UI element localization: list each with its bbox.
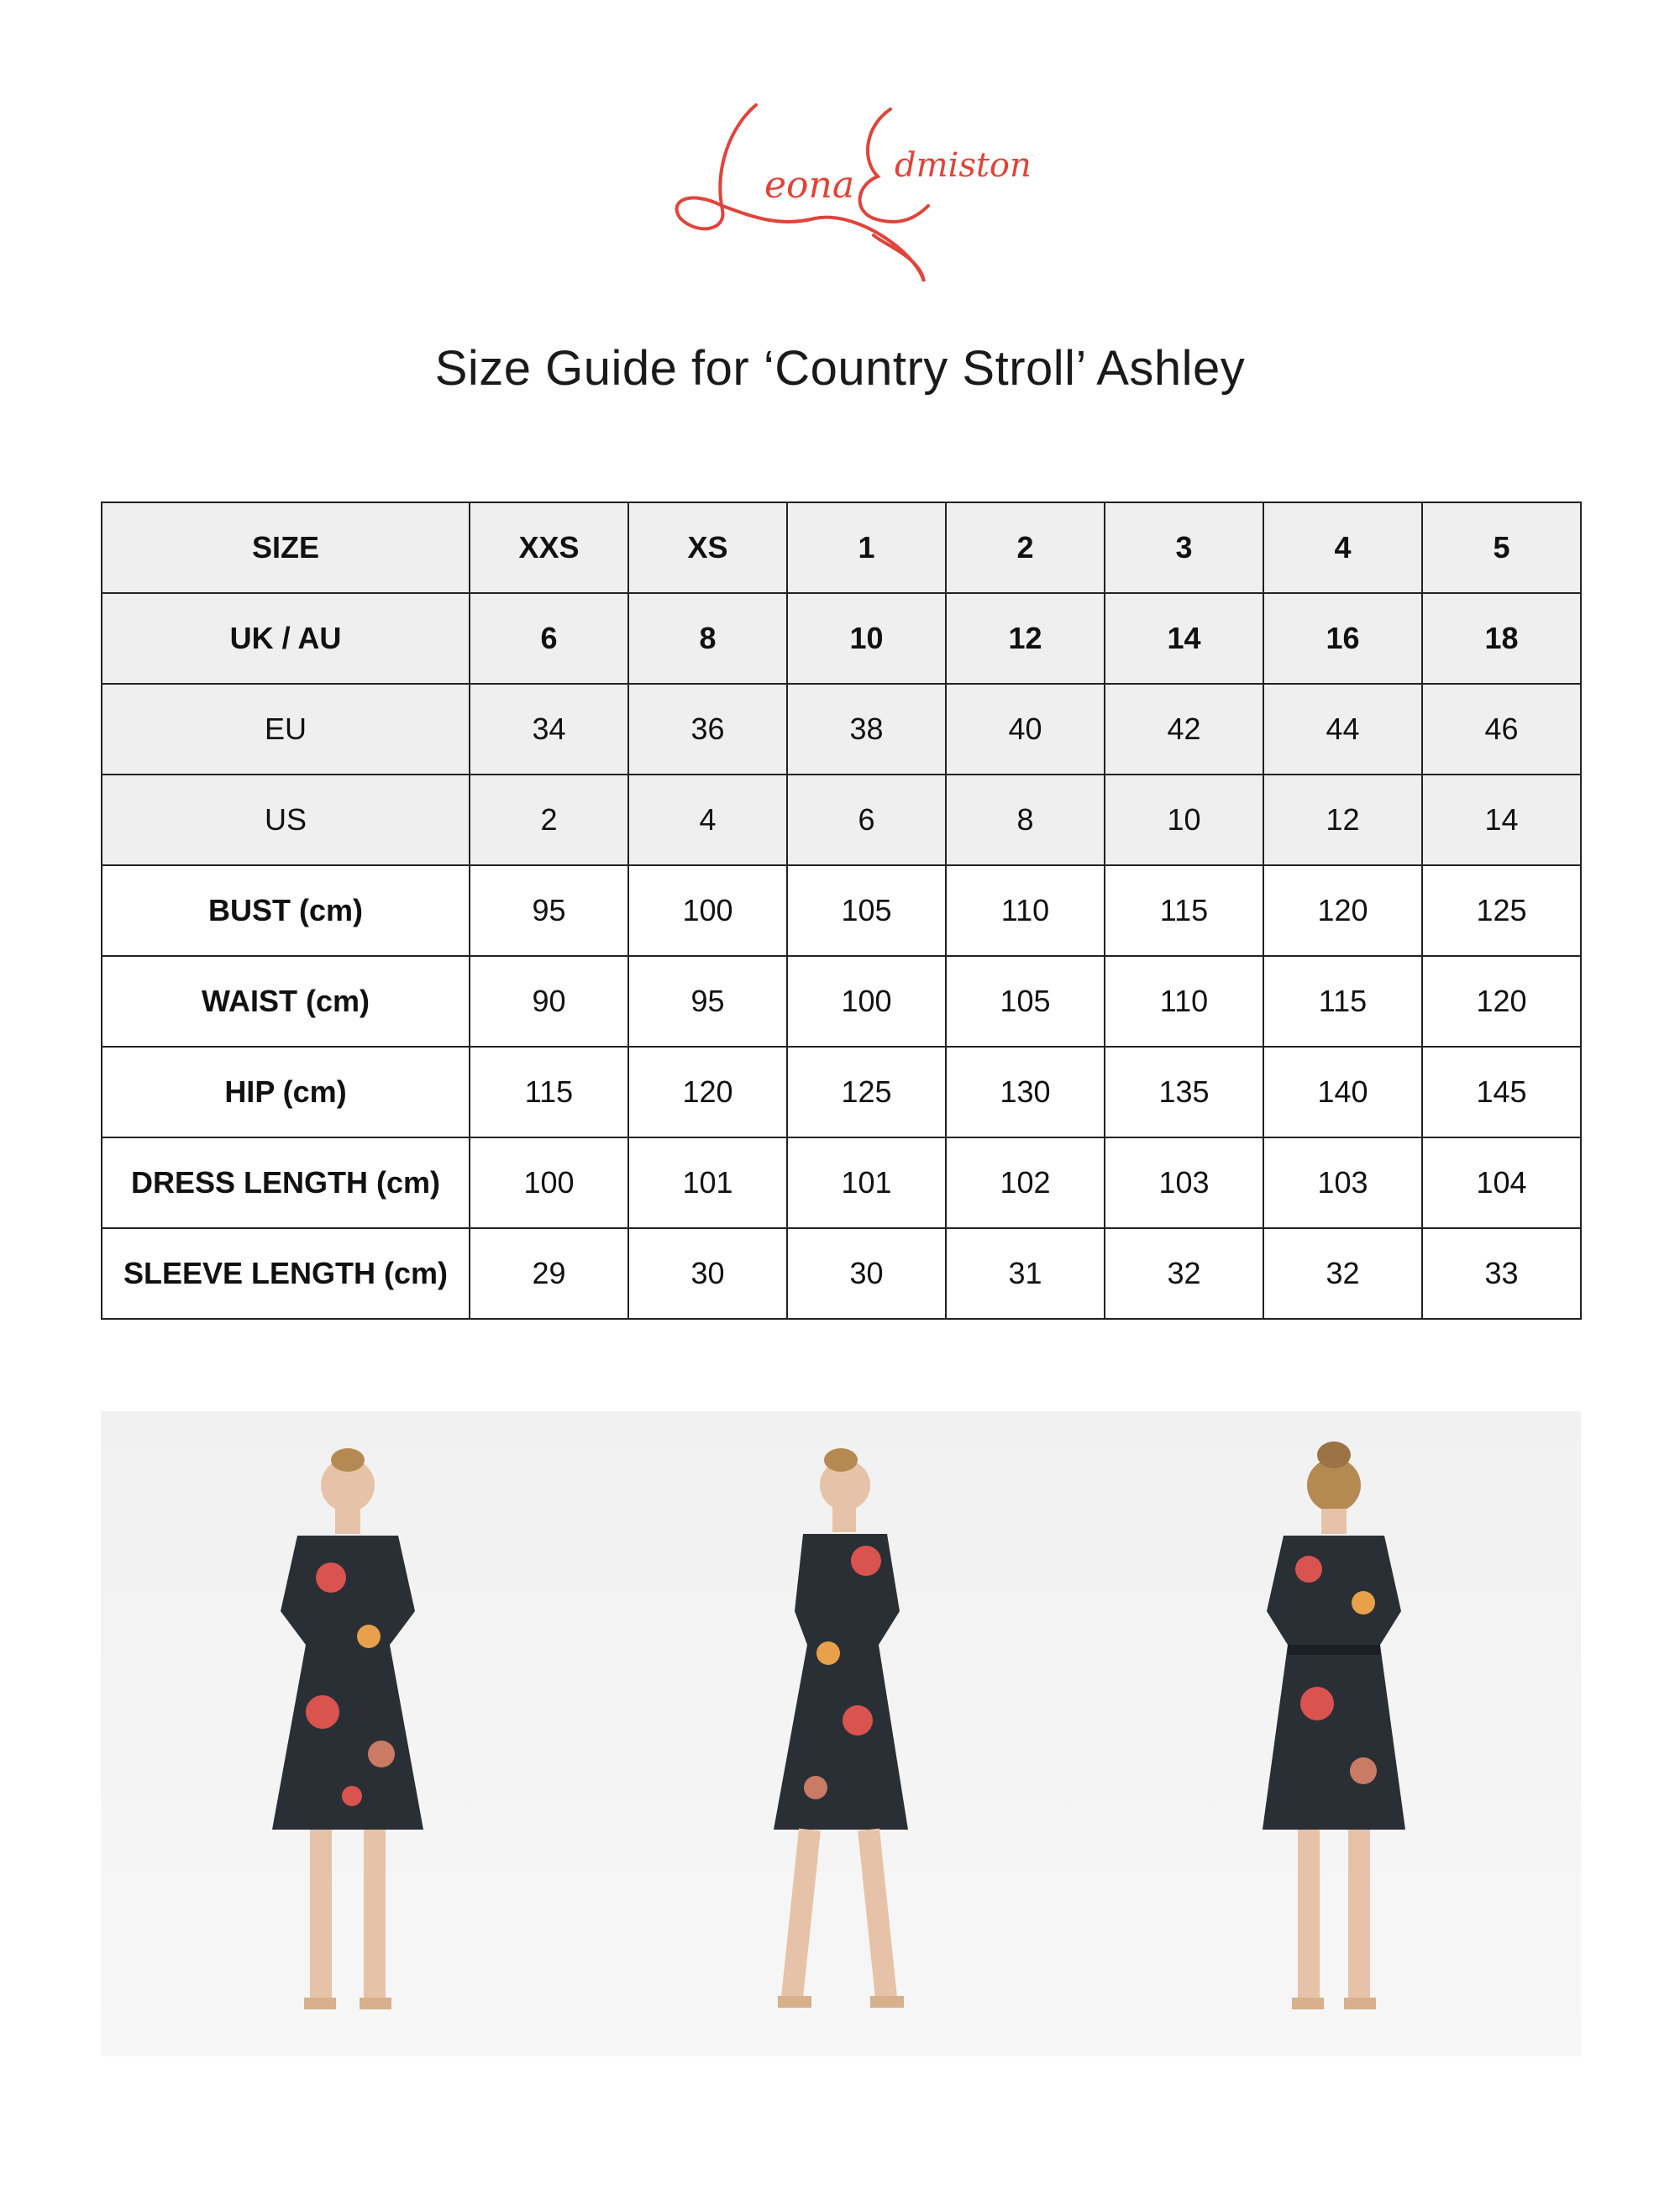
row-label: EU	[102, 684, 470, 775]
model-photo-side	[690, 1435, 992, 2040]
table-cell: 4	[628, 775, 787, 865]
table-row	[102, 684, 1581, 775]
table-cell: 31	[946, 1228, 1105, 1319]
table-cell: 103	[1263, 1137, 1422, 1228]
table-cell: XXS	[470, 502, 628, 593]
svg-text:eona: eona	[764, 164, 855, 207]
table-cell: 95	[470, 865, 628, 956]
table-cell: 125	[787, 1047, 946, 1137]
table-cell: 120	[1422, 956, 1581, 1047]
page-title: Size Guide for ‘Country Stroll’ Ashley	[434, 341, 1246, 396]
table-cell: 102	[946, 1137, 1105, 1228]
model-photo-panel	[101, 1411, 1581, 2056]
table-cell: 6	[787, 775, 946, 865]
table-cell: 5	[1422, 502, 1581, 593]
table-cell: 2	[946, 502, 1105, 593]
table-cell: 100	[787, 956, 946, 1047]
brand-logo-signature	[664, 92, 1032, 286]
row-label: SLEEVE LENGTH (cm)	[102, 1228, 470, 1319]
row-label: US	[102, 775, 470, 865]
table-cell: 125	[1422, 865, 1581, 956]
table-row	[102, 1137, 1581, 1228]
table-cell: 103	[1105, 1137, 1263, 1228]
table-cell: 101	[628, 1137, 787, 1228]
table-cell: 145	[1422, 1047, 1581, 1137]
table-cell: 46	[1422, 684, 1581, 775]
table-cell: 4	[1263, 502, 1422, 593]
brand-logo	[664, 92, 1032, 286]
row-label: DRESS LENGTH (cm)	[102, 1137, 470, 1228]
table-row	[102, 1047, 1581, 1137]
table-cell: 95	[628, 956, 787, 1047]
table-cell: 36	[628, 684, 787, 775]
table-cell: 40	[946, 684, 1105, 775]
table-cell: 140	[1263, 1047, 1422, 1137]
table-cell: 120	[1263, 865, 1422, 956]
size-chart-table	[101, 502, 1582, 1320]
table-cell: 33	[1422, 1228, 1581, 1319]
table-cell: 105	[787, 865, 946, 956]
model-photo-front	[197, 1435, 499, 2040]
table-cell: 32	[1105, 1228, 1263, 1319]
table-cell: 14	[1422, 775, 1581, 865]
table-cell: 6	[470, 593, 628, 684]
table-cell: 101	[787, 1137, 946, 1228]
table-row	[102, 593, 1581, 684]
table-cell: 3	[1105, 502, 1263, 593]
table-cell: 115	[1105, 865, 1263, 956]
table-row	[102, 502, 1581, 593]
row-label: HIP (cm)	[102, 1047, 470, 1137]
table-row	[102, 775, 1581, 865]
table-cell: 2	[470, 775, 628, 865]
table-cell: 12	[1263, 775, 1422, 865]
table-cell: 110	[1105, 956, 1263, 1047]
table-cell: 10	[1105, 775, 1263, 865]
table-row	[102, 865, 1581, 956]
table-cell: 104	[1422, 1137, 1581, 1228]
table-cell: 110	[946, 865, 1105, 956]
table-row	[102, 956, 1581, 1047]
table-cell: 16	[1263, 593, 1422, 684]
table-cell: 18	[1422, 593, 1581, 684]
table-cell: 120	[628, 1047, 787, 1137]
table-cell: 29	[470, 1228, 628, 1319]
table-cell: 32	[1263, 1228, 1422, 1319]
row-label: WAIST (cm)	[102, 956, 470, 1047]
table-cell: 1	[787, 502, 946, 593]
table-cell: 100	[628, 865, 787, 956]
table-cell: 34	[470, 684, 628, 775]
row-label: BUST (cm)	[102, 865, 470, 956]
table-cell: 12	[946, 593, 1105, 684]
table-cell: 14	[1105, 593, 1263, 684]
table-cell: 135	[1105, 1047, 1263, 1137]
table-cell: 90	[470, 956, 628, 1047]
table-cell: 44	[1263, 684, 1422, 775]
table-cell: 130	[946, 1047, 1105, 1137]
table-row	[102, 1228, 1581, 1319]
table-cell: 115	[1263, 956, 1422, 1047]
table-cell: 38	[787, 684, 946, 775]
model-photo-back	[1183, 1435, 1485, 2040]
table-cell: 42	[1105, 684, 1263, 775]
table-cell: 8	[946, 775, 1105, 865]
table-cell: 105	[946, 956, 1105, 1047]
svg-text:dmiston: dmiston	[895, 146, 1032, 185]
table-cell: 30	[787, 1228, 946, 1319]
table-cell: 100	[470, 1137, 628, 1228]
table-cell: XS	[628, 502, 787, 593]
table-cell: 8	[628, 593, 787, 684]
table-cell: 10	[787, 593, 946, 684]
row-label: SIZE	[102, 502, 470, 593]
table-cell: 115	[470, 1047, 628, 1137]
table-cell: 30	[628, 1228, 787, 1319]
row-label: UK / AU	[102, 593, 470, 684]
